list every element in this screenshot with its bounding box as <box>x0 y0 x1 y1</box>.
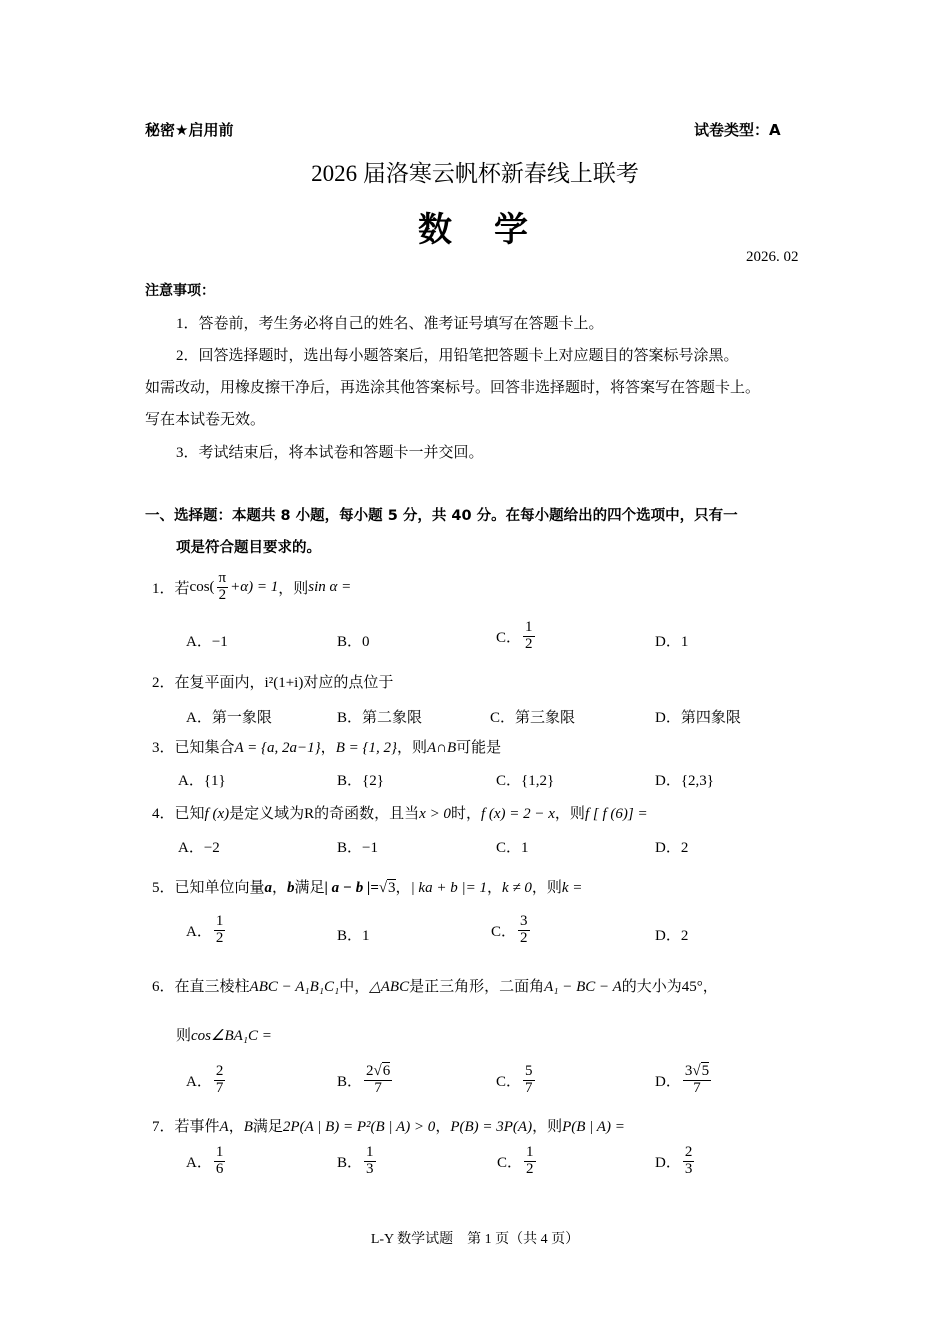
numerator: 1 <box>366 1144 374 1160</box>
question-text: ， <box>228 1119 244 1135</box>
exam-date: 2026. 02 <box>746 249 799 265</box>
option-a[interactable] <box>186 1064 227 1097</box>
math-expr: B <box>243 1119 253 1135</box>
question-text: ， <box>272 880 288 896</box>
option-d[interactable] <box>655 1064 713 1097</box>
question-number: 6． <box>152 979 175 995</box>
notice-item-3: 3．考试结束后，将本试卷和答题卡一并交回。 <box>176 445 484 461</box>
option-c[interactable] <box>496 1064 537 1097</box>
fraction <box>364 1145 376 1178</box>
coefficient: 2 <box>366 1063 374 1079</box>
numerator: 1 <box>526 1144 534 1160</box>
denominator: 2 <box>520 929 528 946</box>
option-b[interactable] <box>337 769 384 790</box>
question-text: ， <box>486 880 502 896</box>
option-b[interactable] <box>337 630 370 651</box>
question-text: ，则 <box>278 580 309 597</box>
option-value: 2 <box>680 928 689 944</box>
subject-title: 数 学 <box>418 210 532 250</box>
sqrt-radicand: 5 <box>701 1063 710 1079</box>
math-expr: P(B | A) = <box>562 1119 625 1135</box>
option-c[interactable] <box>491 914 532 947</box>
option-value: −1 <box>362 840 378 856</box>
option-label: B． <box>337 1154 363 1171</box>
denominator: 7 <box>215 1079 224 1096</box>
option-label: D． <box>655 840 681 856</box>
denominator: 2 <box>215 929 224 946</box>
option-label: D． <box>655 928 681 944</box>
denominator: 3 <box>684 1160 693 1177</box>
question-text: 已知集合 <box>174 740 235 756</box>
option-label: B． <box>337 634 363 650</box>
option-b[interactable]: B．第二象限 <box>337 710 423 726</box>
option-a[interactable] <box>178 836 220 857</box>
denominator: 7 <box>693 1079 701 1096</box>
denominator: 2 <box>218 586 227 603</box>
question-number: 1． <box>152 580 175 597</box>
question-text: ，则 <box>531 880 562 896</box>
option-b[interactable] <box>337 836 378 857</box>
question-text: 的奇函数，且当 <box>314 806 420 822</box>
fraction <box>683 1064 711 1097</box>
option-value: 1 <box>680 634 689 650</box>
option-label: B． <box>337 773 363 789</box>
notice-item-2: 2．回答选择题时，选出每小题答案后，用铅笔把答题卡上对应题目的答案标号涂黑。 <box>176 348 739 364</box>
math-expr: A = {a, 2a−1} <box>234 740 321 756</box>
question-3 <box>152 736 501 757</box>
option-label: B． <box>337 840 363 856</box>
question-5: 5．已知单位向量a，b满足| a − b |=√3，| ka + b |= 1，k ≠ 0，则k = <box>152 880 583 896</box>
option-d[interactable] <box>655 630 688 651</box>
question-text: ， <box>702 979 718 995</box>
denominator: 7 <box>525 1079 533 1096</box>
math-expr: △ABC <box>369 979 410 995</box>
denominator: 3 <box>366 1160 374 1177</box>
question-6-cont <box>176 1024 272 1045</box>
option-value: 1 <box>362 928 370 944</box>
option-label: D． <box>655 1154 681 1171</box>
option-a[interactable] <box>186 914 227 947</box>
notice-heading: 注意事项： <box>145 283 215 299</box>
question-text: 的大小为 <box>621 979 682 995</box>
fraction <box>214 1064 226 1097</box>
option-label: C． <box>496 629 522 646</box>
math-expr: R <box>304 806 315 822</box>
option-a[interactable] <box>186 630 228 651</box>
question-number: 4． <box>152 806 175 822</box>
question-text: 对应的点位于 <box>303 675 394 691</box>
option-c[interactable] <box>496 769 554 790</box>
section-heading: 一、选择题：本题共 8 小题，每小题 5 分，共 40 分。在每小题给出的四个选项中，只有一 <box>145 508 738 524</box>
question-4 <box>152 802 648 823</box>
option-label: A． <box>186 634 212 650</box>
paper-type-label: 试卷类型：A <box>694 121 781 139</box>
math-expr: ABC − A₁B₁C₁ <box>249 979 340 995</box>
option-b[interactable] <box>337 1064 394 1097</box>
math-expr: 2P(A | B) = P²(B | A) > 0 <box>282 1119 436 1135</box>
math-expr: f (x) = 2 − x <box>480 806 555 822</box>
numerator: 2 <box>215 1063 224 1079</box>
denominator: 2 <box>525 635 533 652</box>
question-1 <box>152 571 351 604</box>
option-d[interactable] <box>655 836 688 857</box>
notice-item-2-end: 写在本试卷无效。 <box>145 412 266 428</box>
option-d[interactable] <box>655 1145 696 1178</box>
fraction <box>523 1064 535 1097</box>
option-value: −1 <box>211 634 228 650</box>
math-expr: A∩B <box>427 740 457 756</box>
option-value: 0 <box>362 634 370 650</box>
page-footer: L-Y 数学试题 第 1 页（共 4 页） <box>370 1232 580 1247</box>
fraction <box>364 1064 392 1097</box>
sqrt-radicand: 3 <box>388 880 396 896</box>
question-text: 已知单位向量 <box>174 880 265 896</box>
numerator: 3 <box>520 913 528 929</box>
question-text: ， <box>320 740 336 756</box>
option-value: −2 <box>203 840 220 856</box>
question-text: 则 <box>176 1028 192 1044</box>
denominator: 6 <box>215 1160 224 1177</box>
numerator: 5 <box>525 1063 533 1079</box>
question-number: 3． <box>152 740 175 756</box>
fraction <box>518 914 530 947</box>
question-text: 是定义域为 <box>229 806 305 822</box>
option-a[interactable]: A．第一象限 <box>186 710 272 726</box>
question-text: ，则 <box>554 806 585 822</box>
notice-item-1: 1．答卷前，考生务必将自己的姓名、准考证号填写在答题卡上。 <box>176 316 604 332</box>
question-7 <box>152 1115 625 1136</box>
option-b[interactable] <box>337 924 370 945</box>
option-label: A． <box>178 773 204 789</box>
numerator: 1 <box>215 913 224 929</box>
option-value: 1 <box>521 840 529 856</box>
question-text: 是正三角形，二面角 <box>409 979 545 995</box>
question-text: 可能是 <box>456 740 502 756</box>
math-expr: B = {1, 2} <box>335 740 397 756</box>
question-text: 在直三棱柱 <box>174 979 250 995</box>
option-value: {1,2} <box>521 773 555 789</box>
denominator: 2 <box>526 1160 534 1177</box>
secret-label: 秘密★启用前 <box>145 121 234 139</box>
math-expr: cos∠BA₁C = <box>191 1028 272 1044</box>
option-value: {1} <box>203 773 226 789</box>
option-c[interactable]: C．第三象限 <box>490 710 576 726</box>
numerator: 1 <box>215 1144 224 1160</box>
fraction <box>683 1145 695 1178</box>
vector-a: a <box>264 880 273 896</box>
option-d[interactable]: D．第四象限 <box>655 710 741 726</box>
sqrt-radicand: 6 <box>382 1063 391 1079</box>
question-text: 中， <box>339 979 370 995</box>
math-expr: +α) = 1 <box>230 578 279 595</box>
math-expr: k ≠ 0 <box>501 880 532 896</box>
fraction <box>217 571 229 604</box>
fraction <box>214 1145 226 1178</box>
option-value: {2,3} <box>680 773 714 789</box>
option-d[interactable] <box>655 769 714 790</box>
math-expr: sin α = <box>308 578 352 595</box>
math-expr: | ka + b |= 1 <box>410 880 487 896</box>
denominator: 7 <box>374 1079 382 1096</box>
question-text: 满足 <box>252 1119 283 1135</box>
option-c[interactable] <box>496 836 529 857</box>
coefficient: 3 <box>684 1063 693 1079</box>
option-d[interactable] <box>655 924 688 945</box>
option-label: A． <box>178 840 204 856</box>
question-text: ， <box>435 1119 451 1135</box>
option-a[interactable] <box>178 769 226 790</box>
question-text: ， <box>395 880 411 896</box>
question-number: 2． <box>152 675 175 691</box>
math-expr: | a − b |= <box>324 880 379 896</box>
option-label: C． <box>496 773 522 789</box>
numerator: 3√5 <box>684 1063 710 1079</box>
exam-title: 2026 届洛寒云帆杯新春线上联考 <box>311 161 639 186</box>
question-6 <box>152 975 718 996</box>
math-expr: k = <box>561 880 583 896</box>
question-text: 若事件 <box>174 1119 220 1135</box>
question-text: 时， <box>450 806 481 822</box>
math-expr: P(B) = 3P(A) <box>450 1119 533 1135</box>
option-label: A． <box>186 1073 212 1090</box>
option-label: D． <box>655 634 681 650</box>
fraction <box>523 620 535 653</box>
question-text: ，则 <box>532 1119 563 1135</box>
notice-item-2-cont: 如需改动，用橡皮擦干净后，再选涂其他答案标号。回答非选择题时，将答案写在答题卡上。 <box>145 380 761 396</box>
option-label: B． <box>337 1073 363 1090</box>
option-label: C． <box>496 1073 522 1090</box>
option-value: 2 <box>680 840 689 856</box>
section-heading-cont: 项是符合题目要求的。 <box>176 540 321 556</box>
option-label: D． <box>655 773 681 789</box>
math-expr: f [ f (6)] = <box>584 806 648 822</box>
option-value: {2} <box>362 773 384 789</box>
numerator: 2 <box>684 1144 693 1160</box>
numerator: 1 <box>525 619 533 635</box>
option-c[interactable] <box>496 620 537 653</box>
question-number: 5． <box>152 880 175 896</box>
math-expr: 45° <box>681 979 703 995</box>
numerator: π <box>218 570 227 586</box>
option-label: B． <box>337 928 363 944</box>
fraction <box>214 914 226 947</box>
math-expr: x > 0 <box>419 806 451 822</box>
math-expr: A <box>219 1119 229 1135</box>
math-expr: i²(1+i) <box>264 675 304 691</box>
question-text: 满足 <box>294 880 325 896</box>
question-text: 若 <box>174 580 190 597</box>
numerator: 2√6 <box>366 1063 391 1079</box>
option-a[interactable] <box>186 1145 227 1178</box>
question-number: 7． <box>152 1119 175 1135</box>
option-label: D． <box>655 1073 681 1090</box>
question-2 <box>152 671 393 692</box>
option-b[interactable] <box>337 1145 378 1178</box>
option-label: A． <box>186 1154 212 1171</box>
question-text: 在复平面内， <box>174 675 265 691</box>
math-expr: A₁ − BC − A <box>544 979 622 995</box>
option-label: C． <box>497 1154 523 1171</box>
math-expr: f (x) <box>204 806 230 822</box>
math-cos: cos( <box>189 578 215 595</box>
question-text: 已知 <box>174 806 205 822</box>
option-label: C． <box>491 923 517 940</box>
question-text: ，则 <box>396 740 427 756</box>
option-label: A． <box>186 923 212 940</box>
fraction <box>524 1145 536 1178</box>
option-c[interactable] <box>497 1145 538 1178</box>
option-label: C． <box>496 840 522 856</box>
vector-b: b <box>287 880 295 896</box>
